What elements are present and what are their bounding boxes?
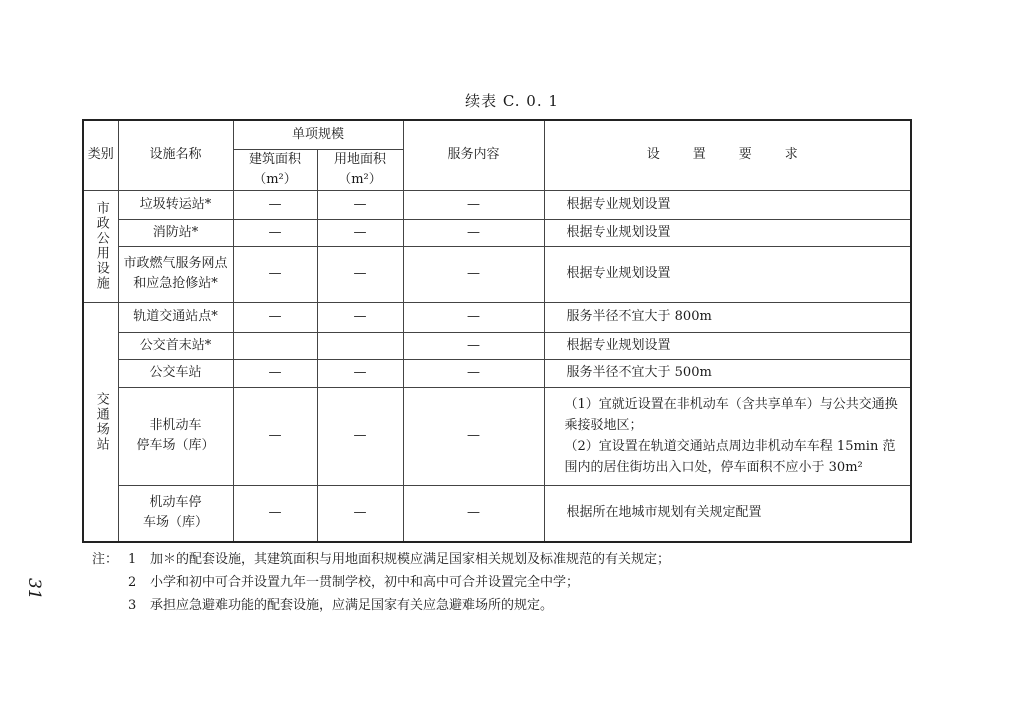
requirement-text: （1）宜就近设置在非机动车（含共享单车）与公共交通换乘接驳地区； （2）宜设置在轨道交通站点周边非机动车车程 15min 范围内的居住街坊出入口处，停车面积不应小于 30m²	[544, 387, 911, 485]
service-value: —	[403, 332, 544, 359]
table-row	[83, 302, 911, 332]
land-area-value: —	[317, 359, 403, 387]
table-row	[83, 359, 911, 387]
header-scale: 单项规模	[233, 120, 403, 149]
requirement-text: 根据专业规划设置	[544, 246, 911, 302]
building-area-value: —	[233, 387, 317, 485]
land-area-value	[317, 332, 403, 359]
building-area-value: —	[233, 359, 317, 387]
service-value: —	[403, 219, 544, 246]
land-area-value: —	[317, 302, 403, 332]
header-requirements: 设 置 要 求	[544, 120, 911, 190]
table-row	[83, 190, 911, 219]
service-value: —	[403, 359, 544, 387]
header-land-area: 用地面积 （m²）	[317, 149, 403, 190]
land-area-value: —	[317, 485, 403, 542]
table-row	[83, 332, 911, 359]
land-area-value: —	[317, 387, 403, 485]
header-facility-name: 设施名称	[118, 120, 233, 190]
building-area-value: —	[233, 485, 317, 542]
table-row	[83, 387, 911, 485]
note-item: 3 承担应急避难功能的配套设施，应满足国家有关应急避难场所的规定。	[128, 598, 554, 613]
facility-name: 市政燃气服务网点 和应急抢修站*	[118, 246, 233, 302]
building-area-value: —	[233, 190, 317, 219]
table-row	[83, 485, 911, 542]
facility-table	[82, 119, 912, 543]
table-title: 续表 C. 0. 1	[465, 92, 559, 110]
requirement-text: 根据专业规划设置	[544, 332, 911, 359]
table-notes	[92, 548, 670, 617]
building-area-value: —	[233, 246, 317, 302]
requirement-text: 服务半径不宜大于 800m	[544, 302, 911, 332]
service-value: —	[403, 246, 544, 302]
land-area-value: —	[317, 219, 403, 246]
requirement-text: 根据所在地城市规划有关规定配置	[544, 485, 911, 542]
facility-name: 垃圾转运站*	[118, 190, 233, 219]
table-row	[83, 219, 911, 246]
header-service: 服务内容	[403, 120, 544, 190]
group-label-municipal: 市政公用设施	[83, 190, 118, 302]
requirement-text: 根据专业规划设置	[544, 219, 911, 246]
requirement-text: 服务半径不宜大于 500m	[544, 359, 911, 387]
land-area-value: —	[317, 246, 403, 302]
service-value: —	[403, 485, 544, 542]
requirement-text: 根据专业规划设置	[544, 190, 911, 219]
facility-name: 消防站*	[118, 219, 233, 246]
service-value: —	[403, 387, 544, 485]
table-row	[83, 246, 911, 302]
note-item: 注： 1 加＊的配套设施，其建筑面积与用地面积规模应满足国家相关规划及标准规范的有关规定；	[92, 552, 671, 567]
header-building-area: 建筑面积 （m²）	[233, 149, 317, 190]
service-value: —	[403, 190, 544, 219]
facility-name: 轨道交通站点*	[118, 302, 233, 332]
facility-name: 机动车停 车场（库）	[118, 485, 233, 542]
facility-name: 公交首末站*	[118, 332, 233, 359]
building-area-value: —	[233, 302, 317, 332]
group-label-transport: 交通场站	[83, 302, 118, 542]
building-area-value	[233, 332, 317, 359]
note-item: 2 小学和初中可合并设置九年一贯制学校，初中和高中可合并设置完全中学；	[128, 575, 580, 590]
page-number: 31	[24, 578, 44, 600]
building-area-value: —	[233, 219, 317, 246]
service-value: —	[403, 302, 544, 332]
land-area-value: —	[317, 190, 403, 219]
header-category: 类别	[83, 120, 118, 190]
facility-name: 非机动车 停车场（库）	[118, 387, 233, 485]
facility-name: 公交车站	[118, 359, 233, 387]
